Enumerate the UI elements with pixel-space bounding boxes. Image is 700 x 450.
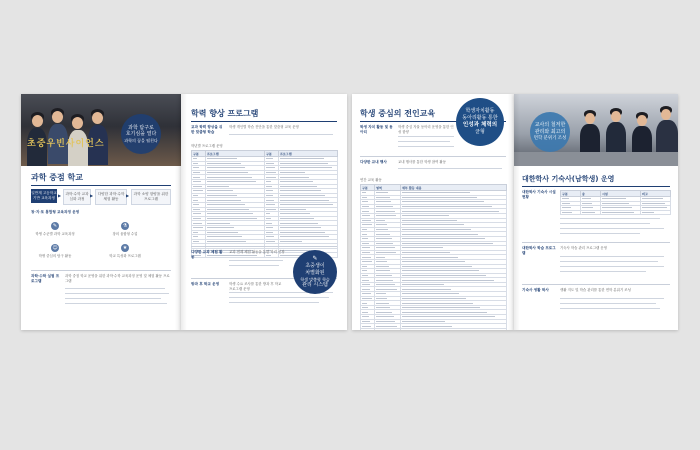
section-label: 대한학사 기숙사 시설 현황 (522, 190, 556, 200)
section-body: 교과 연계 체험 활동을 통한 학력 신장 (229, 250, 285, 254)
banner-text: 초중우빈사이언스 (27, 139, 105, 149)
section-body: 기숙사 학습 관리 프로그램 운영 (560, 246, 607, 250)
arrow-right-icon: ▶ (126, 193, 130, 198)
panel1-badge: 과학 탐구로 호기심을 열다 과학의 꿈을 펼친다 (121, 114, 161, 154)
table-label: 연간 교육 활동 (360, 178, 382, 182)
people-icon: ☺ (52, 245, 58, 251)
section-label: 방과 후 학교 운영 (191, 282, 220, 286)
panel4-title: 대한학사 기숙사(남학생) 운영 (522, 175, 615, 183)
section-body: 학생 수요 조사를 통한 방과 후 학교 프로그램 운영 (229, 282, 282, 291)
section-label: 학생 자치 활동 및 동아리 (360, 125, 393, 135)
feature-2: 창의 융합형 수업 (112, 232, 138, 236)
section-body: 교내 행사를 통한 학생 참여 활동 (398, 160, 446, 164)
feature-3: 학생 중심의 탐구 활동 (38, 254, 72, 258)
panel1-title: 과학 중점 학교 (31, 173, 83, 182)
flow-step-3: 다양한 과학·수학 체험 활동 (95, 189, 127, 205)
flask-icon: ⚗ (122, 223, 128, 229)
arrow-right-icon: ▶ (58, 193, 62, 198)
brochure-panel-3 (352, 94, 514, 330)
table-row (561, 210, 671, 215)
panel4-badge: 교사의 철저한 관리와 최고의 면학 분위기 조성 (530, 112, 570, 152)
section-body: 생활 지도 및 학습 관리를 통한 면학 분위기 조성 (560, 288, 631, 292)
section-label: 창·지·포 통합형 교육과정 운영 (31, 210, 80, 214)
activity-table: 구분 영역 세부 활동 내용 (360, 184, 507, 330)
facility-table: 구분 층 시설 비고 (560, 190, 671, 215)
panel2-badge: ✎ 초중생이 차별화된 학생 맞춤형 학습 관리 시스템 (293, 250, 337, 294)
brochure-panel-1 (21, 94, 181, 330)
section-label: 기숙사 생활 학사 (522, 288, 549, 292)
flow-step-2: 과학·수학 교과 심화 과정 (63, 189, 91, 205)
table-label: 학년별 프로그램 운영 (191, 144, 223, 148)
panel3-badge: 학생자치활동 동아리활동 통한 인성과 체력의 균형 (456, 98, 504, 146)
brochure-panel-4 (514, 94, 678, 330)
table-row (361, 328, 507, 330)
panel3-title: 학생 중심의 전인교육 (360, 109, 436, 118)
section-body: 과학 중점 학교 운영을 위한 과학·수학 교육과정 운영 및 체험 활동 프로그램 (65, 274, 170, 283)
program-table: 구분 프로그램 구분 프로그램 (191, 150, 338, 258)
brochure-panel-2 (181, 94, 347, 330)
arrow-right-icon: ▶ (90, 193, 94, 198)
feature-4: 학교 특성화 프로그램 (109, 254, 141, 258)
flow-step-1: 일반계 고등학교 기반 교육과정 (31, 189, 57, 203)
panel2-title: 학력 향상 프로그램 (191, 109, 259, 118)
section-label: 대한학사 학습 프로그램 (522, 246, 556, 256)
flow-step-4: 과학 소양 함양을 위한 프로그램 (131, 189, 171, 205)
section-label: 과학·수학 실험 프로그램 (31, 274, 60, 284)
section-label: 교과 학력 향상을 위한 맞춤형 학습 (191, 125, 223, 135)
feature-1: 학생 수준별 과학 교육과정 (35, 232, 75, 236)
section-body: 학생 개인별 학습 진단을 통한 맞춤형 교육 운영 (229, 125, 299, 129)
section-label: 다양한 교과 체험 활동 (191, 250, 223, 260)
section-body: 학생 중심 자율 동아리 운영을 통한 인성 함양 (398, 125, 454, 134)
section-label: 다양한 교내 행사 (360, 160, 387, 164)
award-icon: ★ (122, 245, 128, 251)
book-icon: ✎ (52, 223, 58, 229)
